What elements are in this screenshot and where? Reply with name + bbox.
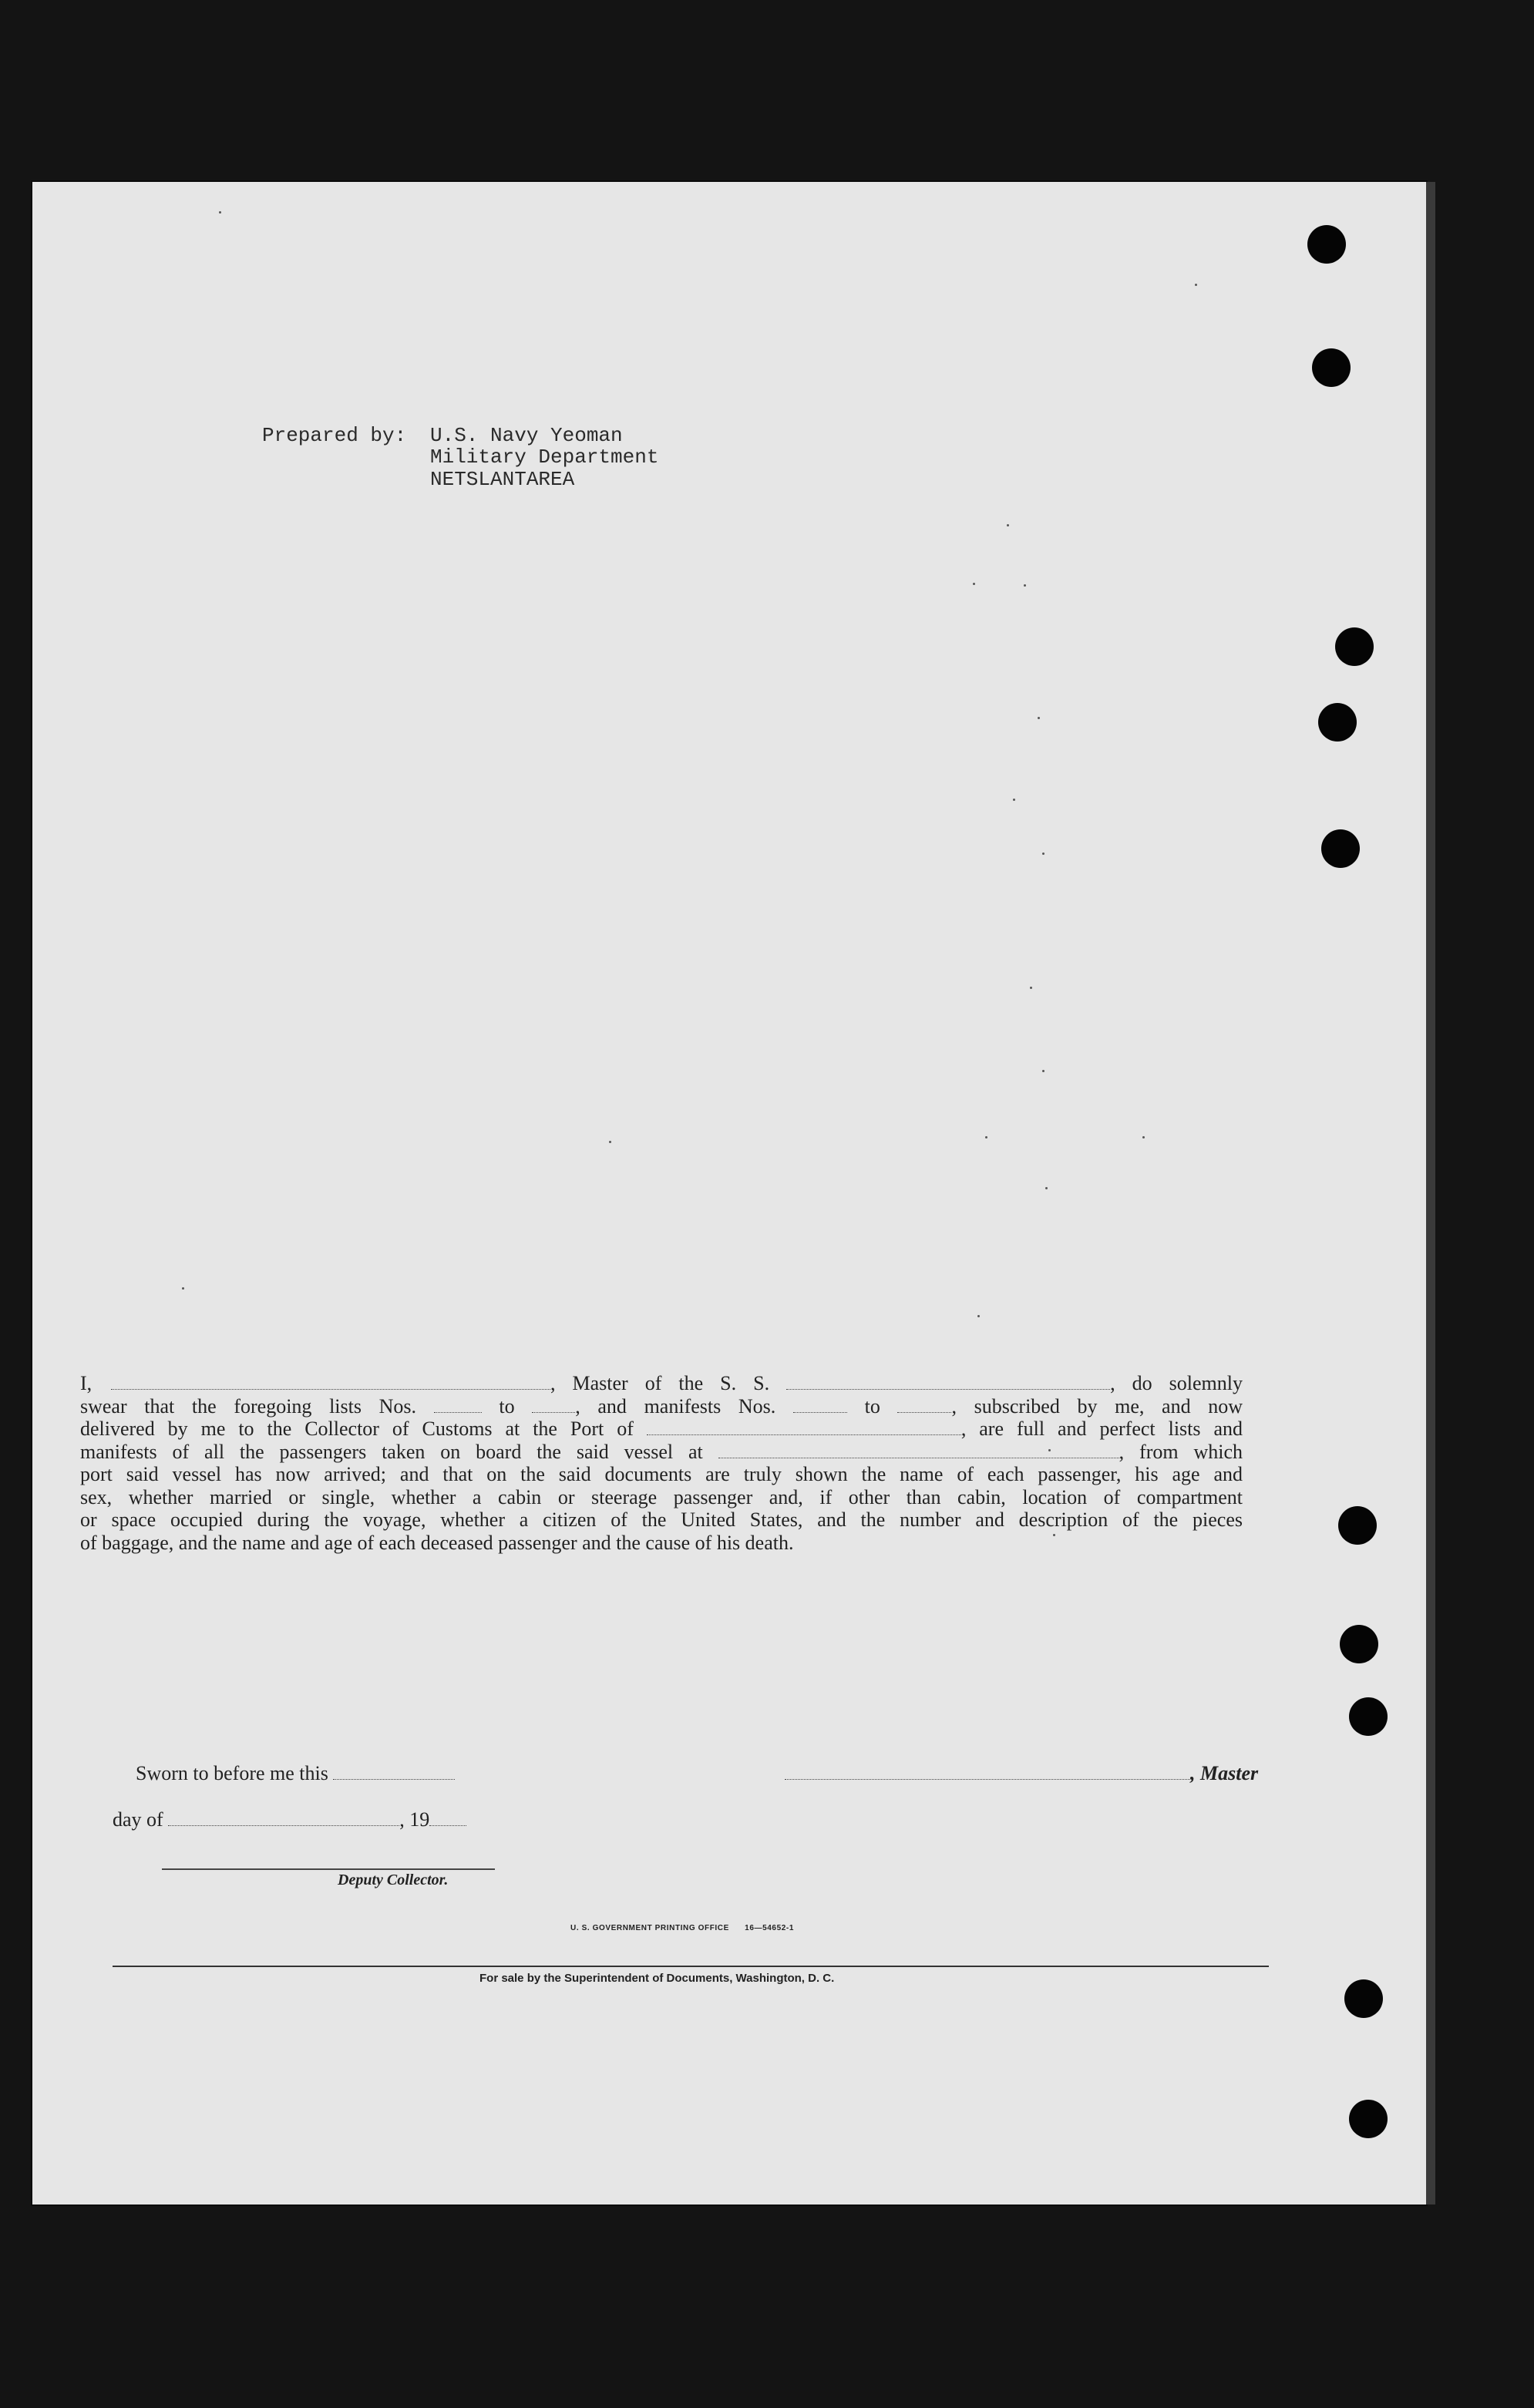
punch-hole: [1340, 1625, 1378, 1663]
prepared-by-line2: Military Department: [430, 446, 659, 469]
punch-hole: [1344, 1979, 1383, 2018]
speck: [182, 1287, 184, 1290]
oath-line: I, , Master of the S. S. , do solemnly: [80, 1372, 1243, 1394]
blank-port: [647, 1421, 961, 1435]
oath-line: of baggage, and the name and age of each deceased passenger and the cause of his death.: [80, 1531, 794, 1554]
oath-line: port said vessel has now arrived; and that on the said documents are truly shown the name of each passenger, his age and: [80, 1463, 1243, 1485]
speck: [1045, 1187, 1048, 1189]
blank-lists-to: [532, 1398, 575, 1413]
speck: [1030, 987, 1032, 989]
prepared-by-line1: U.S. Navy Yeoman: [430, 424, 623, 447]
blank-year: [429, 1811, 466, 1826]
oath-line: delivered by me to the Collector of Customs at the Port of , are full and perfect lists and: [80, 1418, 1243, 1440]
speck: [1024, 584, 1026, 587]
punch-hole: [1335, 627, 1374, 666]
speck: [973, 583, 975, 585]
speck: [1195, 284, 1197, 286]
blank-master-signature: [785, 1765, 1190, 1780]
oath-line: sex, whether married or single, whether a cabin or steerage passenger and, if other than cabin, location of compartment: [80, 1485, 1243, 1508]
deputy-signature-line: [162, 1868, 495, 1870]
blank-lists-from: [434, 1398, 482, 1413]
punch-hole: [1338, 1506, 1377, 1545]
master-signature-row: , Master: [785, 1762, 1258, 1785]
page-edge: [1426, 182, 1435, 2205]
speck: [219, 211, 221, 214]
day-of-row: day of , 19: [113, 1808, 466, 1831]
for-sale-notice: For sale by the Superintendent of Documents, Washington, D. C.: [479, 1972, 835, 1985]
speck: [609, 1141, 611, 1143]
speck: [1038, 717, 1040, 719]
blank-departure-port: [718, 1444, 1119, 1458]
blank-vessel-name: [786, 1375, 1110, 1390]
punch-hole: [1312, 348, 1351, 387]
speck: [1007, 524, 1009, 526]
printing-office-imprint: U. S. GOVERNMENT PRINTING OFFICE 16—54652-1: [570, 1924, 794, 1932]
punch-hole: [1321, 829, 1360, 868]
punch-hole: [1318, 703, 1357, 742]
speck: [1013, 799, 1015, 801]
blank-manifests-from: [793, 1398, 847, 1413]
speck: [1142, 1136, 1145, 1138]
footer-rule: [113, 1966, 1269, 1967]
speck: [985, 1136, 987, 1138]
punch-hole: [1349, 2100, 1388, 2138]
deputy-collector-label: Deputy Collector.: [338, 1872, 449, 1888]
blank-month: [168, 1811, 399, 1826]
oath-line: or space occupied during the voyage, whether a citizen of the United States, and the number and description of the pieces: [80, 1508, 1243, 1531]
document-page: [32, 182, 1426, 2205]
blank-manifests-to: [897, 1398, 951, 1413]
speck: [1042, 853, 1045, 855]
punch-hole: [1349, 1697, 1388, 1736]
punch-hole: [1307, 225, 1346, 264]
oath-paragraph: [80, 1372, 1243, 1554]
prepared-by-line3: NETSLANTAREA: [430, 468, 575, 491]
speck: [977, 1315, 980, 1317]
blank-master-name: [111, 1375, 550, 1390]
oath-line: swear that the foregoing lists Nos. to , and manifests Nos. to , subscribed by me, and now: [80, 1394, 1243, 1418]
sworn-row: Sworn to before me this: [136, 1762, 455, 1785]
prepared-by-label: Prepared by:: [262, 424, 407, 447]
speck: [1042, 1070, 1045, 1072]
oath-line: manifests of all the passengers taken on board the said vessel at , from which: [80, 1440, 1243, 1463]
blank-sworn-day: [333, 1765, 455, 1780]
